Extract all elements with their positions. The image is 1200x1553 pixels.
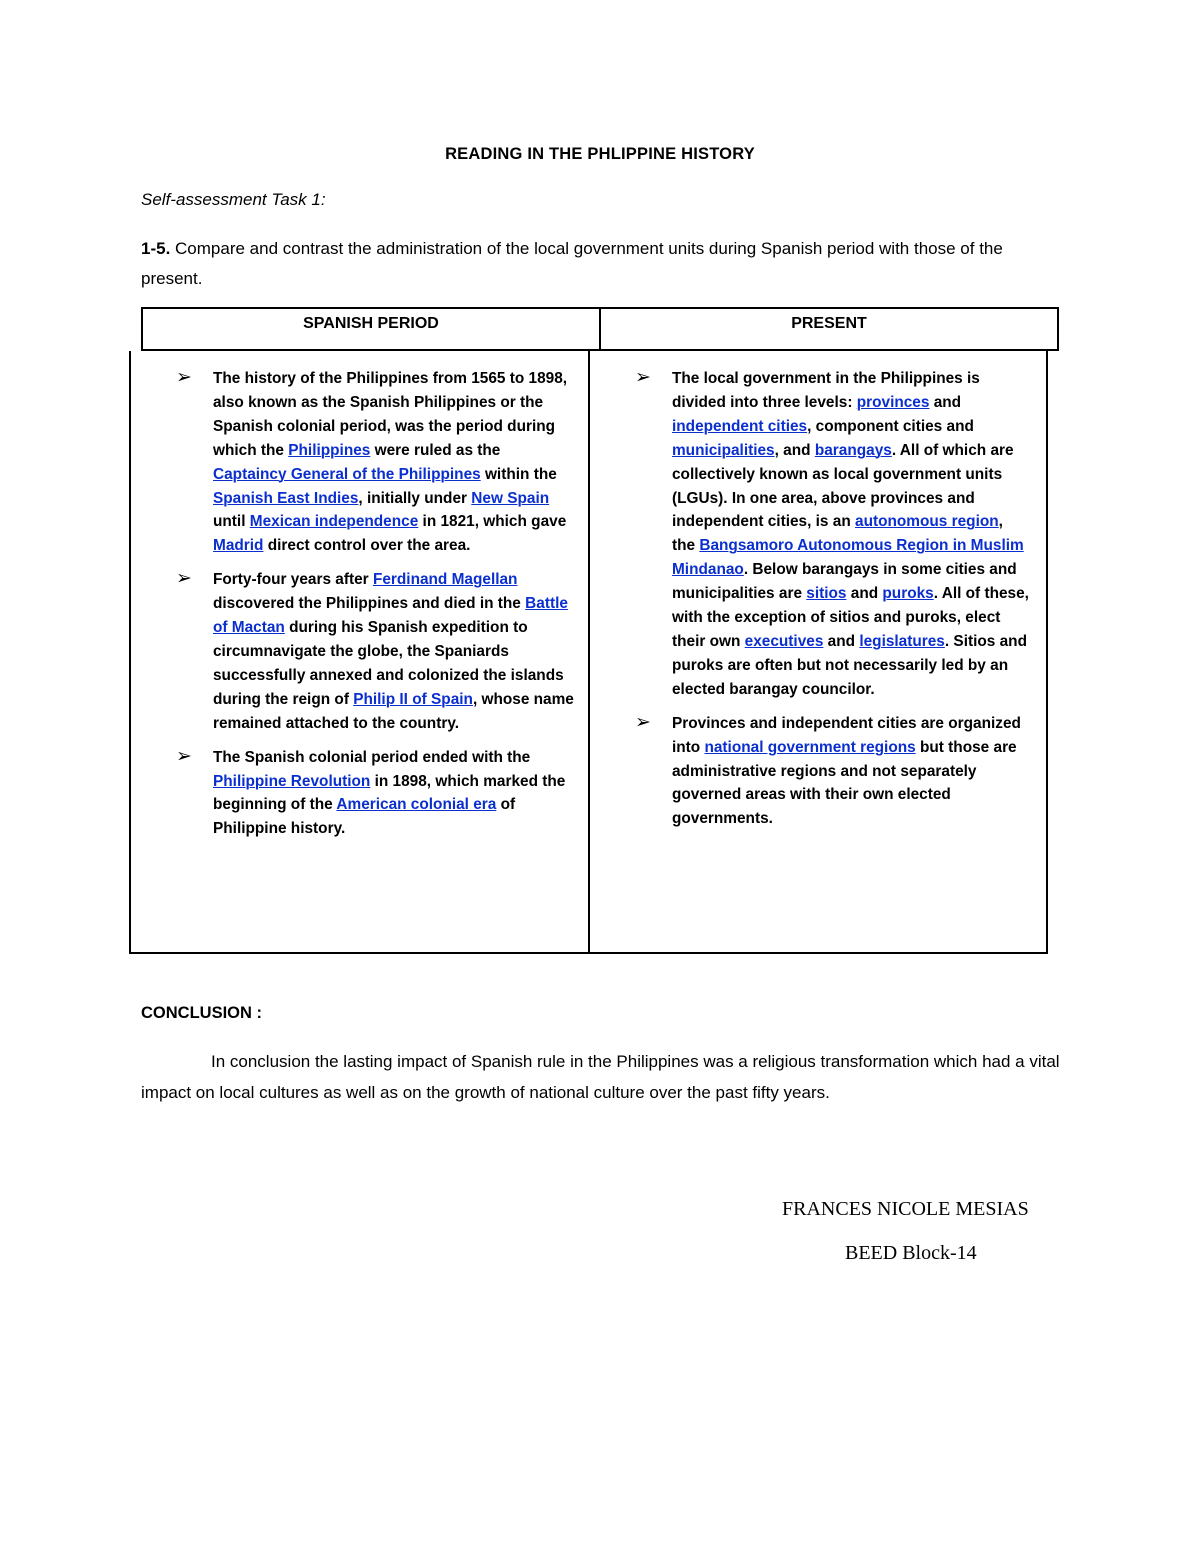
bullet-text: Forty-four years after	[213, 571, 373, 589]
arrow-bullet-icon: ➢	[634, 367, 651, 388]
bullet-text: were ruled as the	[370, 441, 501, 459]
table-body-row	[129, 351, 1048, 954]
bullet-item	[176, 746, 578, 842]
link[interactable]: executives	[744, 632, 824, 650]
question-number: 1-5.	[141, 239, 171, 258]
conclusion-text: In conclusion the lasting impact of Spanish rule in the Philippines was a religious transformation which had a vital impact on local cultures as well as on the growth of national culture over the past fifty years.	[141, 1052, 1060, 1102]
link[interactable]: provinces	[856, 393, 930, 411]
link[interactable]: Spanish East Indies	[213, 489, 359, 507]
link[interactable]: autonomous region	[855, 513, 999, 531]
author-block: BEED Block-14	[845, 1242, 977, 1264]
bullet-text: The local government in the Philippines is divided into three levels:	[671, 370, 980, 411]
link[interactable]: Madrid	[213, 537, 264, 555]
bullet-item	[176, 367, 578, 558]
link[interactable]: Philippine Revolution	[213, 772, 371, 790]
link[interactable]: municipalities	[671, 441, 775, 459]
bullet-text: direct control over the area.	[263, 537, 471, 555]
bullet-text: , initially under	[358, 489, 472, 507]
link[interactable]: independent cities	[671, 417, 808, 435]
author-name: FRANCES NICOLE MESIAS	[782, 1198, 1029, 1220]
bullet-text: . All of these, with the exception of sitios and puroks, elect their own	[671, 585, 1029, 650]
bullet-text: . Sitios and puroks are often but not necessarily led by an elected barangay councilor.	[671, 632, 1027, 698]
bullet-text: , and	[774, 441, 815, 459]
bullet-item	[176, 568, 578, 735]
link[interactable]: American colonial era	[336, 796, 497, 814]
bullet-text: until	[213, 513, 250, 531]
bullet-text: in 1821, which gave	[418, 513, 567, 531]
present-cell	[590, 351, 1046, 952]
question-text: Compare and contrast the administration of the local government units during Spanish period with those of the present.	[141, 239, 1003, 288]
table-header-row	[141, 307, 1059, 351]
bullet-text: . Below barangays in some cities and municipalities are	[671, 561, 1017, 603]
bullet-item	[635, 712, 1030, 832]
conclusion-label: CONCLUSION :	[141, 1004, 262, 1022]
link[interactable]: Bangsamoro Autonomous Region in Muslim Mindanao	[671, 537, 1024, 579]
bullet-text: discovered the Philippines and died in the	[213, 595, 526, 613]
bullet-text: within the	[480, 465, 557, 483]
bullet-text: The Spanish colonial period ended with the	[213, 748, 531, 766]
link[interactable]: barangays	[814, 441, 892, 459]
bullet-text: , the	[671, 513, 1003, 555]
bullet-item	[635, 367, 1030, 702]
header-spanish-period: SPANISH PERIOD	[143, 309, 601, 349]
bullet-text: but those are administrative regions and not separately governed areas with their own elected governments.	[671, 738, 1017, 828]
page-title: READING IN THE PHLIPPINE HISTORY	[445, 145, 755, 163]
link[interactable]: Battle of Mactan	[213, 595, 568, 637]
link[interactable]: sitios	[806, 585, 847, 603]
bullet-text: . All of which are collectively known as local government units (LGUs). In one area, above provinces and independent cities, is an	[671, 441, 1014, 531]
bullet-text: of Philippine history.	[213, 796, 516, 838]
link[interactable]: Mexican independence	[249, 513, 419, 531]
bullet-text: The history of the Philippines from 1565 to 1898, also known as the Spanish Philippines or the Spanish colonial period, was the period during which the	[213, 370, 568, 459]
link[interactable]: national government regions	[704, 738, 916, 756]
arrow-bullet-icon: ➢	[176, 745, 192, 767]
header-present: PRESENT	[791, 315, 867, 332]
link[interactable]: Captaincy General of the Philippines	[213, 465, 481, 483]
arrow-bullet-icon: ➢	[634, 711, 651, 733]
bullet-text: and	[846, 585, 883, 603]
bullet-text: and	[929, 393, 962, 411]
link[interactable]: legislatures	[859, 632, 945, 650]
link[interactable]: puroks	[882, 585, 934, 603]
link[interactable]: Philippines	[288, 441, 371, 459]
bullet-text: during his Spanish expedition to circumnavigate the globe, the Spaniards successfully annexed and colonized the islands during the reign of	[213, 619, 564, 708]
spanish-period-cell	[131, 351, 590, 952]
link[interactable]: Ferdinand Magellan	[372, 571, 518, 589]
arrow-bullet-icon: ➢	[176, 568, 192, 590]
bullet-text: in 1898, which marked the beginning of the	[213, 772, 566, 814]
arrow-bullet-icon: ➢	[176, 367, 192, 388]
bullet-text: , whose name remained attached to the country.	[213, 690, 574, 732]
link[interactable]: New Spain	[471, 489, 550, 507]
bullet-text: and	[823, 632, 860, 650]
bullet-text: Provinces and independent cities are organized into	[671, 714, 1021, 756]
link[interactable]: Philip II of Spain	[353, 690, 473, 708]
question	[141, 234, 1061, 294]
task-label: Self-assessment Task 1:	[141, 190, 326, 209]
bullet-text: , component cities and	[807, 417, 974, 435]
